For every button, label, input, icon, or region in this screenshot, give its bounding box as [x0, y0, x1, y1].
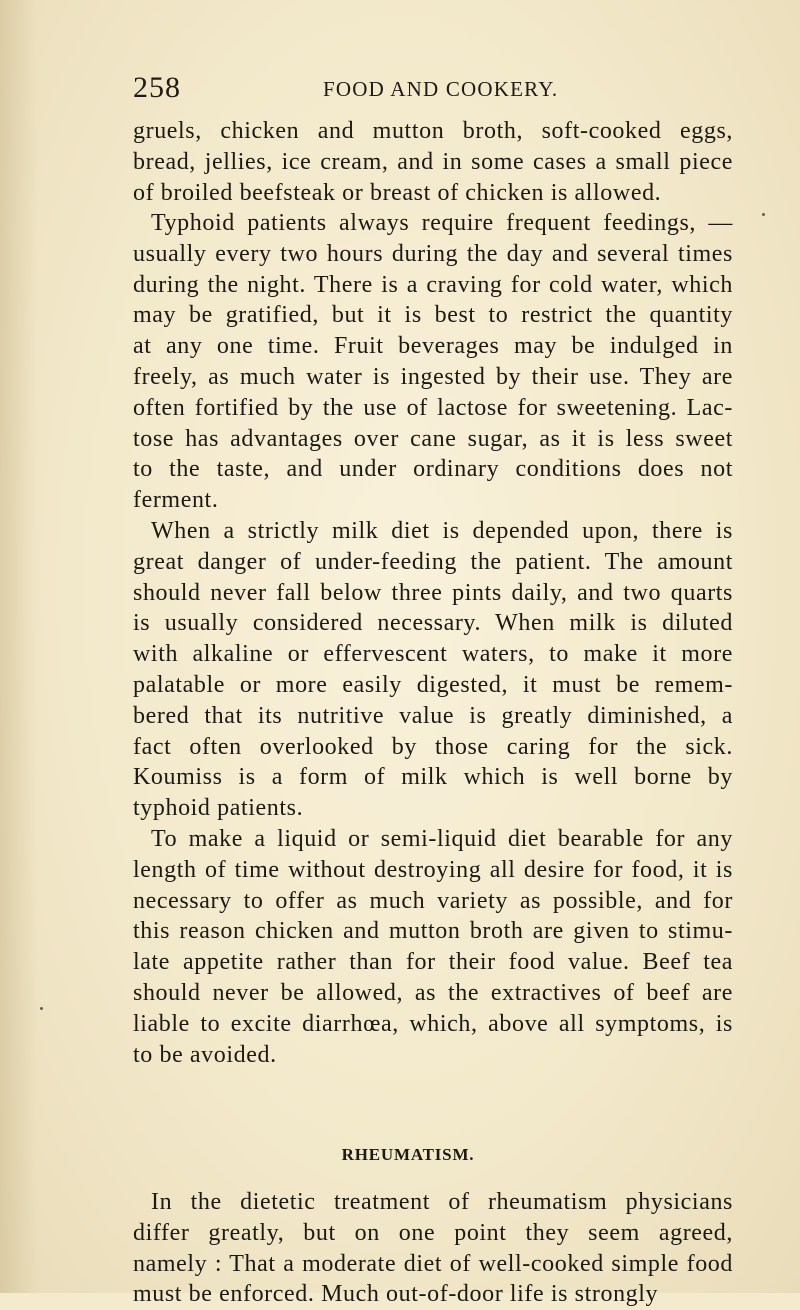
text-line: length of time without destroying all desire for food, it is [133, 856, 733, 883]
text-line: bread, jellies, ice cream, and in some cases a small piece [133, 148, 733, 175]
text-line: differ greatly, but on one point they seem agreed, [133, 1219, 733, 1246]
text-line: of broiled beefsteak or breast of chicken is allowed. [133, 179, 662, 206]
paragraph-2 [133, 208, 733, 516]
text-line: Typhoid patients always require frequent feedings, — [151, 210, 733, 236]
text-line: usually every two hours during the day and several times [133, 240, 733, 267]
text-line: freely, as much water is ingested by their use. They are [133, 363, 733, 390]
text-line: late appetite rather than for their food value. Beef tea [133, 949, 733, 976]
text-line: When a strictly milk diet is depended upon, there is [151, 518, 733, 544]
text-line: great danger of under-feeding the patient. The amount [133, 548, 733, 575]
text-line: with alkaline or effervescent waters, to make it more [133, 641, 733, 668]
text-line: typhoid patients. [133, 795, 304, 822]
text-line: necessary to offer as much variety as possible, and for [133, 887, 733, 914]
text-line: may be gratified, but it is best to restrict the quantity [133, 302, 733, 329]
text-line: To make a liquid or semi-liquid diet bearable for any [151, 826, 733, 852]
text-line: at any one time. Fruit beverages may be indulged in [133, 333, 733, 360]
text-line: namely : That a moderate diet of well-cooked simple food [133, 1250, 733, 1277]
text-line: this reason chicken and mutton broth are given to stimu- [133, 918, 733, 945]
paper-speck [40, 1007, 43, 1010]
text-line: bered that its nutritive value is greatly diminished, a [133, 702, 733, 729]
page-gutter-shadow [0, 0, 38, 1293]
paragraph-4 [133, 824, 733, 1070]
text-line: often fortified by the use of lactose for sweetening. Lac- [133, 394, 733, 421]
text-line: is usually considered necessary. When milk is diluted [133, 610, 733, 637]
text-line: during the night. There is a craving for cold water, which [133, 271, 733, 298]
text-line: In the dietetic treatment of rheumatism physicians [151, 1189, 733, 1215]
text-line: tose has advantages over cane sugar, as it is less sweet [133, 425, 733, 452]
section-heading: RHEUMATISM. [341, 1145, 475, 1164]
text-line: Koumiss is a form of milk which is well borne by [133, 764, 733, 791]
paragraph-3 [133, 516, 733, 824]
text-line: gruels, chicken and mutton broth, soft-cooked eggs, [133, 118, 733, 144]
paragraph-1 [133, 116, 733, 208]
paragraph-5 [133, 1187, 733, 1310]
text-line: must be enforced. Much out-of-door life is strongly [133, 1281, 659, 1308]
text-line: should never be allowed, as the extractives of beef are [133, 979, 733, 1006]
text-line: ferment. [133, 487, 219, 514]
text-line: palatable or more easily digested, it must be remem- [133, 671, 733, 698]
page-header [133, 70, 733, 106]
page-number: 258 [133, 71, 181, 104]
text-line: liable to excite diarrhœa, which, above all symptoms, is [133, 1010, 733, 1037]
text-line: to be avoided. [133, 1041, 277, 1068]
running-head: FOOD AND COOKERY. [323, 77, 559, 101]
text-line: to the taste, and under ordinary conditions does not [133, 456, 733, 483]
text-line: should never fall below three pints daily, and two quarts [133, 579, 733, 606]
text-line: fact often overlooked by those caring for the sick. [133, 733, 733, 760]
paper-speck [762, 213, 765, 216]
